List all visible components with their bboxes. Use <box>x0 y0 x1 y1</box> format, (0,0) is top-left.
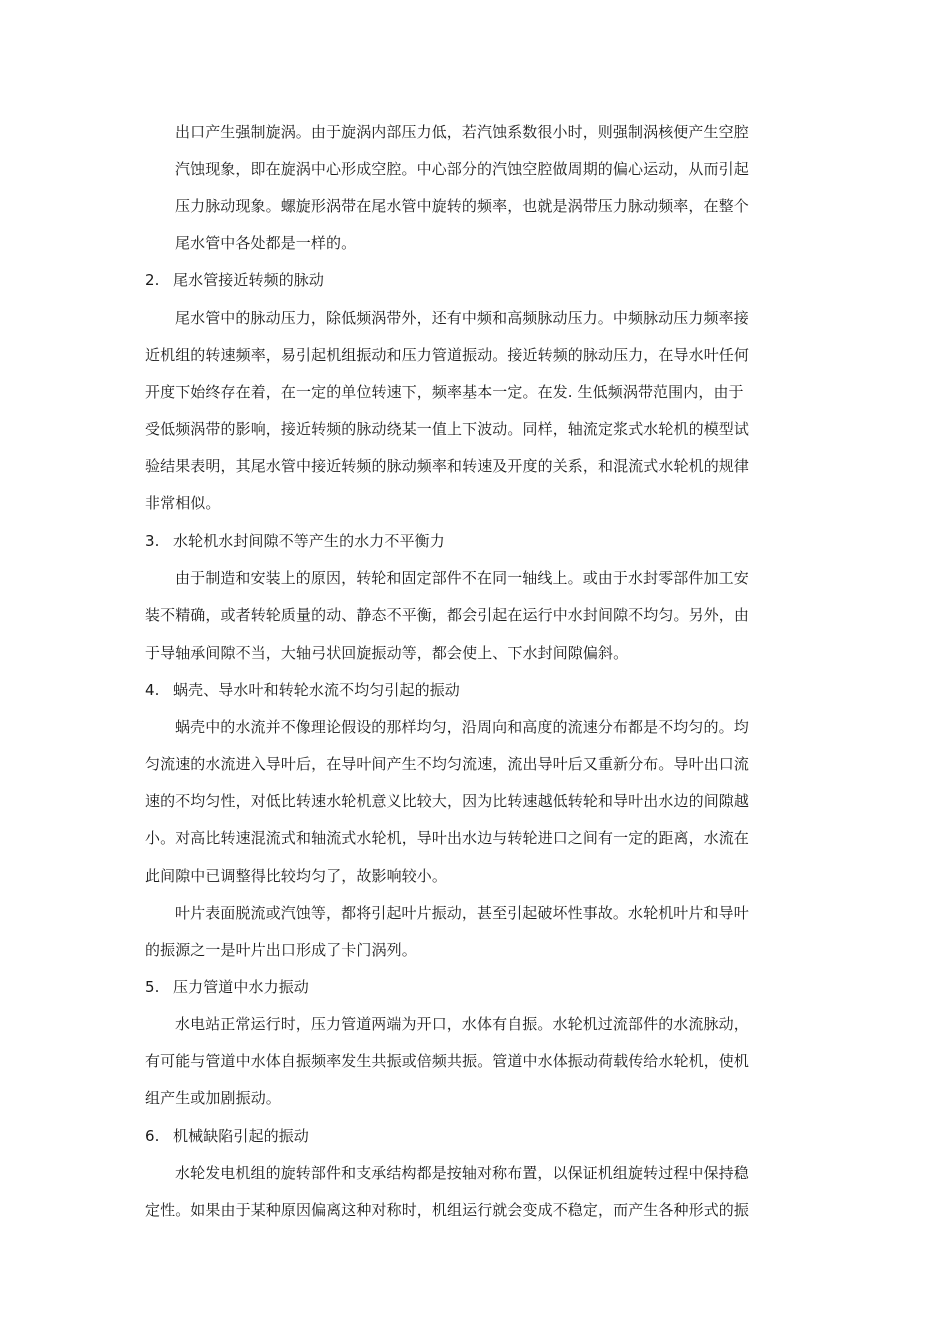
section-title: 尾水管接近转频的脉动 <box>173 271 325 289</box>
text-line: 有可能与管道中水体自振频率发生共振或倍频共振。管道中水体振动荷载传给水轮机，使机 <box>145 1052 750 1070</box>
text-line: 近机组的转速频率，易引起机组振动和压力管道振动。接近转频的脉动压力，在导水叶任何 <box>145 346 750 364</box>
section-title: 压力管道中水力振动 <box>173 978 309 996</box>
section-heading <box>145 977 309 997</box>
text-line: 尾水管中各处都是一样的。 <box>175 234 357 252</box>
paragraph-first-line: 由于制造和安装上的原因，转轮和固定部件不在同一轴线上。或由于水封零部件加工安 <box>175 569 749 587</box>
paragraph-first-line: 蜗壳中的水流并不像理论假设的那样均匀，沿周向和高度的流速分布都是不均匀的。均 <box>175 718 749 736</box>
text-line: 组产生或加剧振动。 <box>145 1089 281 1107</box>
section-heading <box>145 270 324 290</box>
text-line: 受低频涡带的影响，接近转频的脉动绕某一值上下波动。同样，轴流定浆式水轮机的模型试 <box>145 420 750 438</box>
text-line: 压力脉动现象。螺旋形涡带在尾水管中旋转的频率，也就是涡带压力脉动频率，在整个 <box>175 197 749 215</box>
text-line: 汽蚀现象，即在旋涡中心形成空腔。中心部分的汽蚀空腔做周期的偏心运动，从而引起 <box>175 160 749 178</box>
text-line: 装不精确，或者转轮质量的动、静态不平衡，都会引起在运行中水封间隙不均匀。另外，由 <box>145 606 750 624</box>
section-number: 5. <box>145 978 160 996</box>
text-line: 开度下始终存在着，在一定的单位转速下，频率基本一定。在发. 生低频涡带范围内，由于 <box>145 383 744 401</box>
section-number: 4. <box>145 681 160 699</box>
paragraph-first-line: 叶片表面脱流或汽蚀等，都将引起叶片振动，甚至引起破坏性事故。水轮机叶片和导叶 <box>175 904 749 922</box>
text-line: 匀流速的水流进入导叶后，在导叶间产生不均匀流速，流出导叶后又重新分布。导叶出口流 <box>145 755 750 773</box>
text-line: 定性。如果由于某种原因偏离这种对称时，机组运行就会变成不稳定，而产生各种形式的振 <box>145 1201 750 1219</box>
section-heading <box>145 531 445 551</box>
text-line: 出口产生强制旋涡。由于旋涡内部压力低，若汽蚀系数很小时，则强制涡核便产生空腔 <box>175 123 749 141</box>
section-heading <box>145 680 460 700</box>
text-line: 此间隙中已调整得比较均匀了，故影响较小。 <box>145 867 448 885</box>
section-title: 机械缺陷引起的振动 <box>173 1127 309 1145</box>
section-number: 6. <box>145 1127 160 1145</box>
text-line: 的振源之一是叶片出口形成了卡门涡列。 <box>145 941 417 959</box>
paragraph-first-line: 尾水管中的脉动压力，除低频涡带外，还有中频和高频脉动压力。中频脉动压力频率接 <box>175 309 749 327</box>
text-line: 速的不均匀性，对低比转速水轮机意义比较大，因为比转速越低转轮和导叶出水边的间隙越 <box>145 792 750 810</box>
paragraph-first-line: 水轮发电机组的旋转部件和支承结构都是按轴对称布置，以保证机组旋转过程中保持稳 <box>175 1164 749 1182</box>
text-line: 于导轴承间隙不当，大轴弓状回旋振动等，都会使上、下水封间隙偏斜。 <box>145 644 629 662</box>
text-line: 非常相似。 <box>145 494 221 512</box>
text-line: 小。对高比转速混流式和轴流式水轮机，导叶出水边与转轮进口之间有一定的距离，水流在 <box>145 829 750 847</box>
section-title: 水轮机水封间隙不等产生的水力不平衡力 <box>173 532 445 550</box>
text-line: 验结果表明，其尾水管中接近转频的脉动频率和转速及开度的关系，和混流式水轮机的规律 <box>145 457 750 475</box>
section-heading <box>145 1126 309 1146</box>
paragraph-first-line: 水电站正常运行时，压力管道两端为开口，水体有自振。水轮机过流部件的水流脉动， <box>175 1015 749 1033</box>
section-number: 2. <box>145 271 160 289</box>
section-number: 3. <box>145 532 160 550</box>
section-title: 蜗壳、导水叶和转轮水流不均匀引起的振动 <box>173 681 460 699</box>
